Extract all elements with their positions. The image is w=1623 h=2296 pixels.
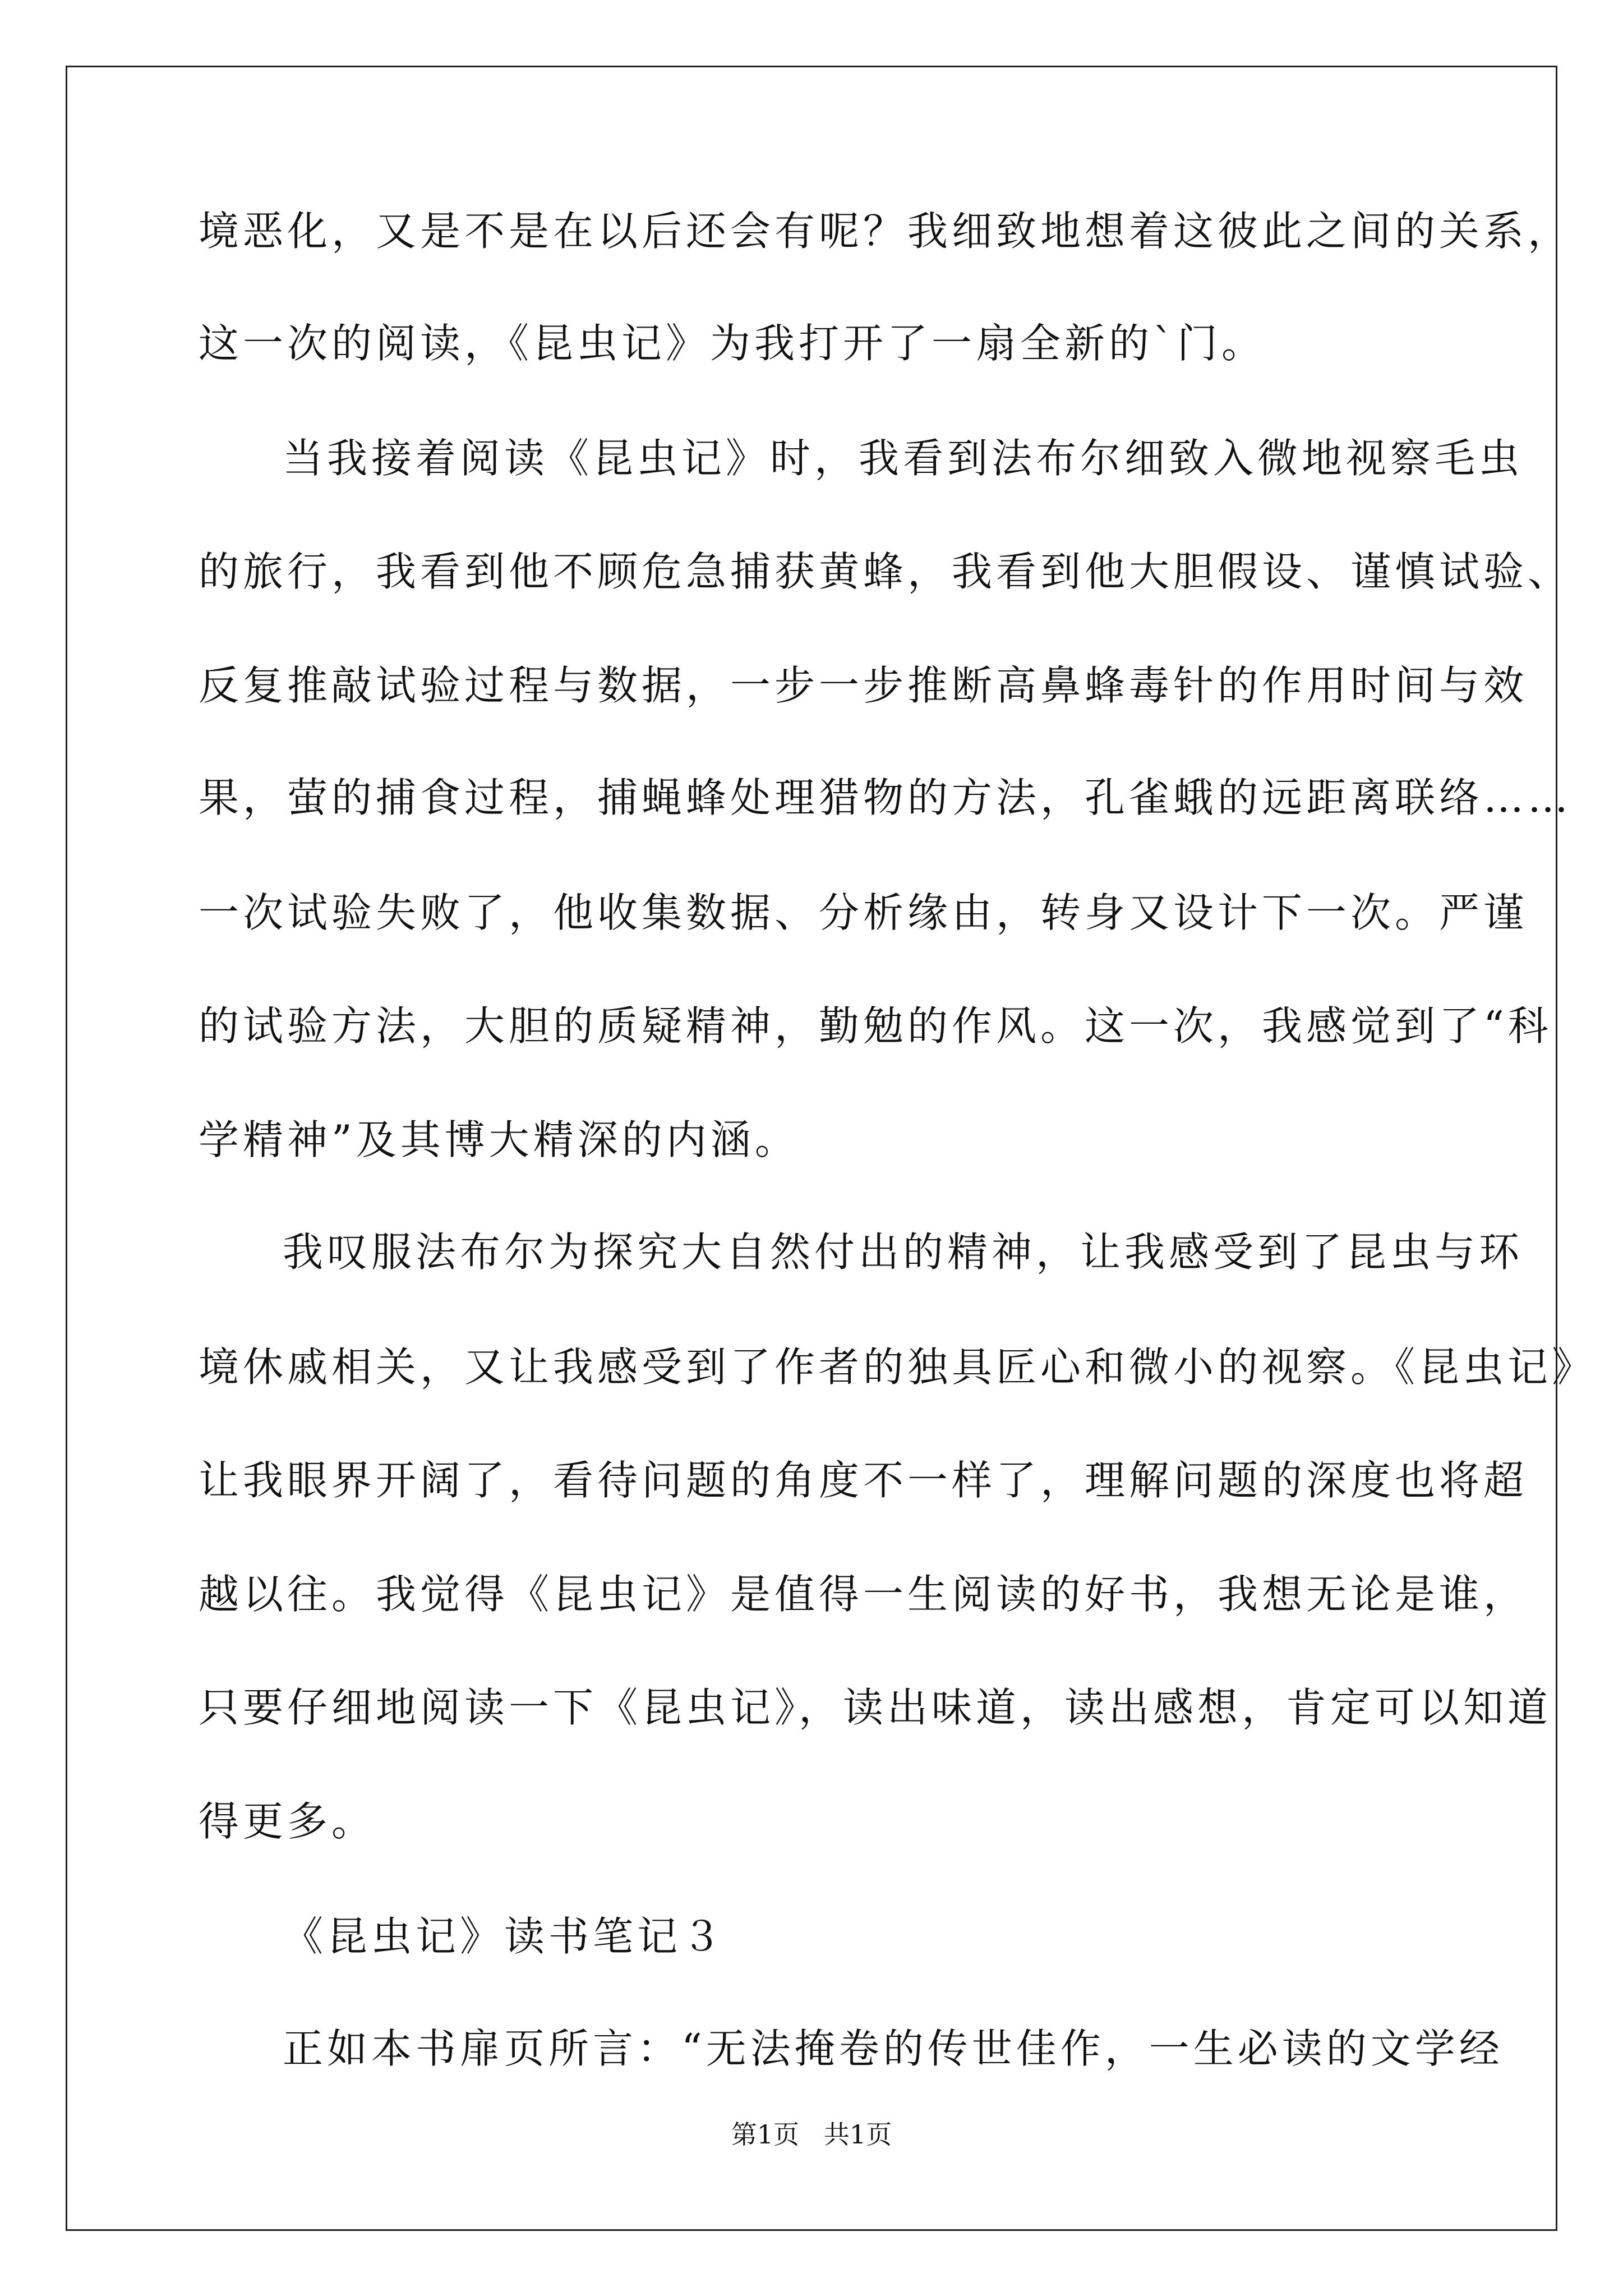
- text-line: 越以往。我觉得《昆虫记》是值得一生阅读的好书，我想无论是谁，: [199, 1571, 1528, 1618]
- text-line: 得更多。: [199, 1798, 376, 1845]
- page-footer: 第1页 共1页: [731, 2119, 892, 2150]
- text-line: 境休戚相关，又让我感受到了作者的独具匠心和微小的视察。《昆虫记》: [199, 1343, 1597, 1391]
- text-line: 的旅行，我看到他不顾危急捕获黄蜂，我看到他大胆假设、谨慎试验、: [199, 548, 1573, 595]
- paragraph-first-line: 正如本书扉页所言：“无法掩卷的传世佳作，一生必读的文学经: [283, 2025, 1504, 2072]
- text-line: 一次试验失败了，他收集数据、分析缘由，转身又设计下一次。严谨: [199, 889, 1528, 936]
- text-line: 这一次的阅读，《昆虫记》为我打开了一扇全新的`门。: [199, 320, 1266, 367]
- text-line: 果，萤的捕食过程，捕蝇蜂处理猎物的方法，孔雀蛾的远距离联络……: [199, 774, 1573, 821]
- section-heading: 《昆虫记》读书笔记３: [283, 1913, 726, 1960]
- text-line: 的试验方法，大胆的质疑精神，勤勉的作风。这一次，我感觉到了“科: [199, 1002, 1552, 1050]
- paragraph-first-line: 我叹服法布尔为探究大自然付出的精神，让我感受到了昆虫与环: [283, 1228, 1524, 1276]
- text-line: 只要仔细地阅读一下《昆虫记》，读出味道，读出感想，肯定可以知道: [199, 1684, 1552, 1731]
- paragraph-first-line: 当我接着阅读《昆虫记》时，我看到法布尔细致入微地视察毛虫: [283, 435, 1524, 482]
- text-line: 反复推敲试验过程与数据，一步一步推断高鼻蜂毒针的作用时间与效: [199, 662, 1528, 709]
- text-line: 让我眼界开阔了，看待问题的角度不一样了，理解问题的深度也将超: [199, 1457, 1528, 1504]
- text-line: 学精神”及其博大精深的内涵。: [199, 1116, 799, 1163]
- text-line: 境恶化，又是不是在以后还会有呢？我细致地想着这彼此之间的关系，: [199, 208, 1573, 255]
